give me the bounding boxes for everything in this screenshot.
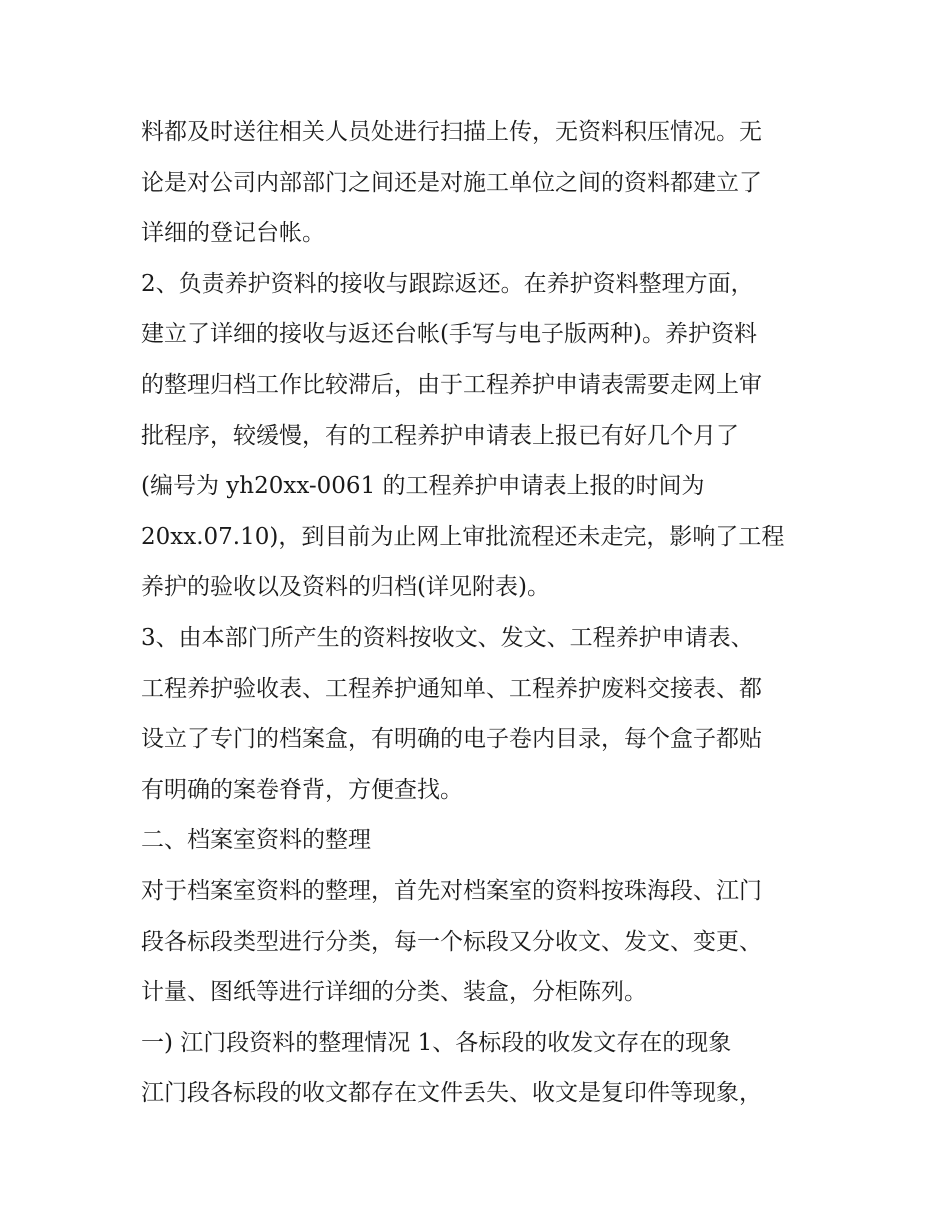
text-line: 料都及时送往相关人员处进行扫描上传，无资料积压情况。无 — [141, 119, 762, 145]
text-line: 的整理归档工作比较滞后，由于工程养护申请表需要走网上审 — [141, 371, 762, 398]
text-line: 建立了详细的接收与返还台帐(手写与电子版两种)。养护资料 — [141, 321, 757, 348]
text-line: 段各标段类型进行分类，每一个标段又分收文、发文、变更、 — [141, 928, 762, 955]
text-line: 详细的登记台帐。 — [141, 220, 325, 247]
text-line: 养护的验收以及资料的归档(详见附表)。 — [141, 574, 550, 601]
text-line: 计量、图纸等进行详细的分类、装盒，分柜陈列。 — [141, 979, 647, 1006]
document-body — [141, 107, 821, 1119]
text-line: 2、负责养护资料的接收与跟踪返还。在养护资料整理方面， — [141, 270, 754, 297]
text-line: (编号为 yh20xx-0061 的工程养护申请表上报的时间为 — [141, 473, 705, 500]
text-line: 批程序，较缓慢，有的工程养护申请表上报已有好几个月了 — [141, 422, 739, 449]
text-line: 设立了专门的档案盒，有明确的电子卷内目录，每个盒子都贴 — [141, 726, 762, 753]
subsection-heading: 一) 江门段资料的整理情况 1、各标段的收发文存在的现象 — [141, 1029, 732, 1056]
text-line: 对于档案室资料的整理，首先对档案室的资料按珠海段、江门 — [141, 877, 762, 904]
text-line: 有明确的案卷脊背，方便查找。 — [141, 776, 463, 803]
section-heading: 二、档案室资料的整理 — [141, 827, 371, 854]
text-line: 江门段各标段的收文都存在文件丢失、收文是复印件等现象， — [141, 1080, 762, 1107]
text-line: 论是对公司内部部门之间还是对施工单位之间的资料都建立了 — [141, 169, 762, 196]
text-line: 工程养护验收表、工程养护通知单、工程养护废料交接表、都 — [141, 675, 762, 702]
text-line: 3、由本部门所产生的资料按收文、发文、工程养护申请表、 — [141, 624, 754, 651]
text-line: 20xx.07.10)，到目前为止网上审批流程还未走完，影响了工程 — [141, 523, 785, 550]
